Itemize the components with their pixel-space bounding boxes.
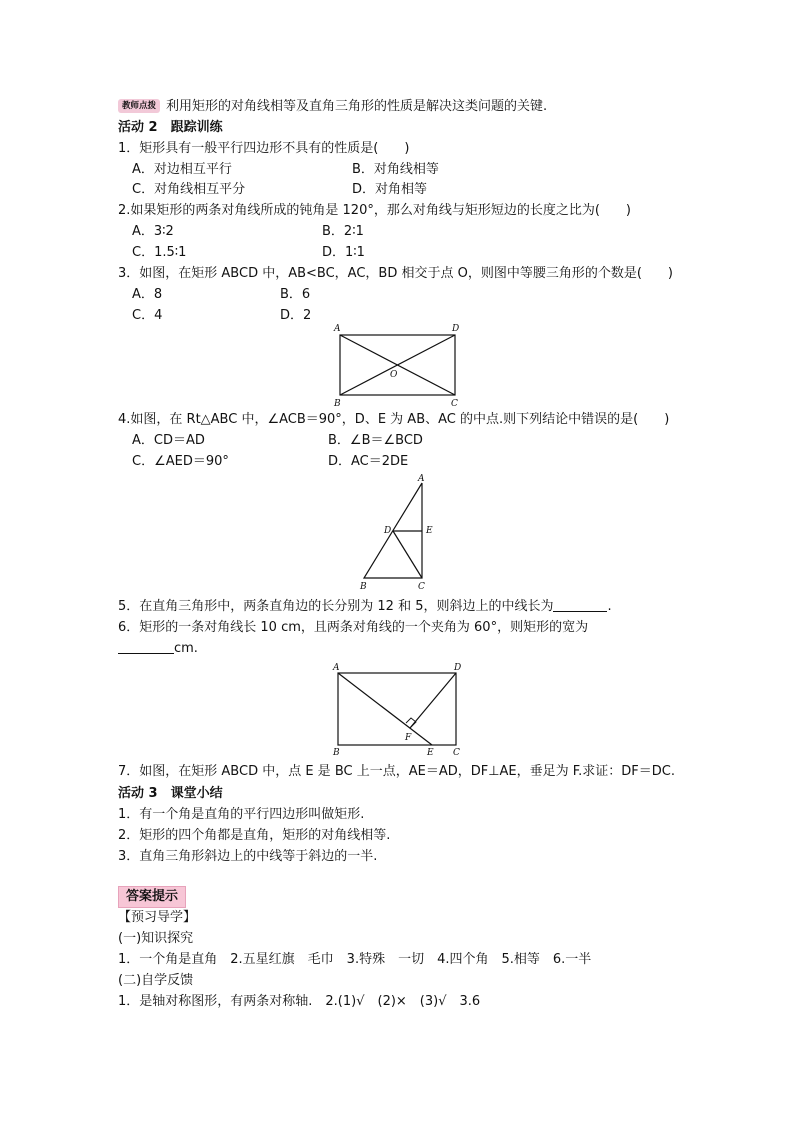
q3-option-b: B．6 — [280, 287, 311, 302]
q4-label-a: A — [418, 474, 425, 484]
q2-option-b: B．2∶1 — [322, 224, 364, 239]
q3-option-c: C．4 — [132, 308, 163, 323]
q3-option-d: D．2 — [280, 308, 312, 323]
teacher-tip-tag: 教师点拨 — [118, 99, 160, 113]
q1-option-d: D．对角相等 — [352, 182, 428, 197]
q3-option-a: A．8 — [132, 287, 163, 302]
q7-label-c: C — [453, 748, 460, 758]
q2-option-c: C．1.5∶1 — [132, 245, 187, 260]
q5: 5．在直角三角形中，两条直角边的长分别为 12 和 5，则斜边上的中线长为 . — [118, 599, 612, 614]
answers-part2-text: 1．是轴对称图形，有两条对称轴. 2.(1)√ (2)× (3)√ 3.6 — [118, 994, 481, 1009]
summary-item-1: 1．有一个角是直角的平行四边形叫做矩形. — [118, 807, 365, 822]
q4-option-a: A．CD＝AD — [132, 433, 205, 448]
answers-part1-title: (一)知识探究 — [118, 931, 194, 946]
q3-label-b: B — [334, 399, 341, 409]
q6-line2 — [118, 640, 198, 658]
q4-label-b: B — [360, 582, 367, 592]
q3-stem: 3．如图，在矩形 ABCD 中，AB<BC，AC，BD 相交于点 O，则图中等腰三角形的个数是( ) — [118, 266, 673, 281]
q3-label-o: O — [390, 370, 398, 380]
summary-item-2: 2．矩形的四个角都是直角，矩形的对角线相等. — [118, 828, 391, 843]
q4-option-b: B．∠B＝∠BCD — [328, 433, 423, 448]
q7-label-a: A — [333, 663, 340, 673]
q1-option-c: C．对角线相互平分 — [132, 182, 246, 197]
activity2-title: 活动 2 跟踪训练 — [118, 120, 223, 135]
q4-segment-cd — [393, 531, 422, 578]
q1-option-b: B．对角线相等 — [352, 162, 439, 177]
answers-part1-text: 1．一个角是直角 2.五星红旗 毛巾 3.特殊 一切 4.四个角 5.相等 6.一半 — [118, 952, 592, 967]
answer-hint-tag: 答案提示 — [118, 886, 186, 908]
q7-stem: 7．如图，在矩形 ABCD 中，点 E 是 BC 上一点，AE＝AD，DF⊥AE，垂足为 F.求证：DF＝DC. — [118, 764, 676, 779]
q4-label-d: D — [384, 526, 392, 536]
q3-label-c: C — [451, 399, 458, 409]
q7-rectangle — [338, 673, 456, 745]
q2-stem: 2.如果矩形的两条对角线所成的钝角是 120°，那么对角线与矩形短边的长度之比为( ) — [118, 203, 631, 218]
q7-label-f: F — [405, 733, 412, 743]
q4-stem: 4.如图，在 Rt△ABC 中，∠ACB＝90°，D、E 为 AB、AC 的中点.则下列结论中错误的是( ) — [118, 412, 670, 427]
answers-preview-title: 【预习导学】 — [118, 910, 197, 925]
q4-option-c: C．∠AED＝90° — [132, 454, 229, 469]
q4-label-c: C — [418, 582, 425, 592]
q6-unit: cm. — [174, 641, 198, 656]
answers-part2-title: (二)自学反馈 — [118, 973, 194, 988]
q7-segment-df — [410, 673, 456, 728]
activity3-title: 活动 3 课堂小结 — [118, 786, 223, 801]
q5-stem: 5．在直角三角形中，两条直角边的长分别为 12 和 5，则斜边上的中线长为 — [118, 599, 554, 614]
q4-option-d: D．AC＝2DE — [328, 454, 409, 469]
q7-segment-ae — [338, 673, 432, 745]
q2-option-a: A．3∶2 — [132, 224, 174, 239]
q2-option-d: D．1∶1 — [322, 245, 365, 260]
teacher-tip-text: 利用矩形的对角线相等及直角三角形的性质是解决这类问题的关键. — [166, 99, 548, 114]
q6-answer-blank — [118, 641, 174, 654]
q5-answer-blank — [553, 599, 607, 612]
q3-label-d: D — [452, 324, 460, 334]
q4-label-e: E — [426, 526, 433, 536]
q7-label-b: B — [333, 748, 340, 758]
q3-label-a: A — [334, 324, 341, 334]
q1-stem: 1．矩形具有一般平行四边形不具有的性质是( ) — [118, 141, 410, 156]
q7-label-d: D — [454, 663, 462, 673]
q1-option-a: A．对边相互平行 — [132, 162, 232, 177]
q6-stem: 6．矩形的一条对角线长 10 cm，且两条对角线的一个夹角为 60°，则矩形的宽为 — [118, 620, 589, 635]
q7-label-e: E — [427, 748, 434, 758]
summary-item-3: 3．直角三角形斜边上的中线等于斜边的一半. — [118, 849, 378, 864]
